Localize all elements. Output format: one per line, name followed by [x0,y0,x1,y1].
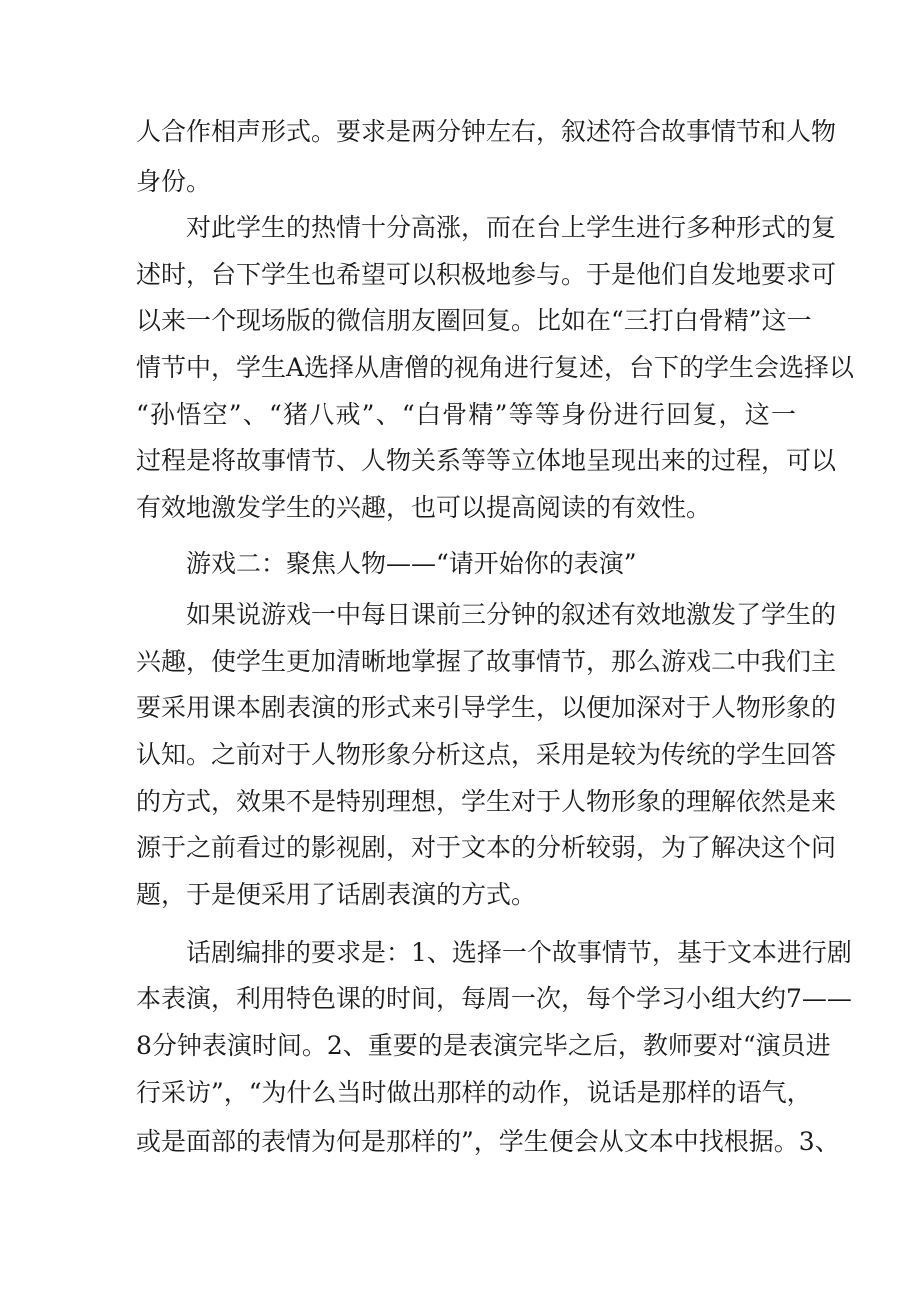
section-heading: 游戏二：聚焦人物——“请开始你的表演” [186,549,637,578]
text-line-15: 的方式，效果不是特别理想，学生对于人物形象的理解依然是来 [136,787,837,816]
text-line-6: 情节中，学生A选择从唐僧的视角进行复述，台下的学生会选择以 [136,353,855,382]
text-line-21: 行采访”，“为什么当时做出那样的动作，说话是那样的语气， [136,1078,812,1107]
text-line-8: 过程是将故事情节、人物关系等等立体地呈现出来的过程，可以 [136,446,837,475]
text-line-22: 或是面部的表情为何是那样的”，学生便会从文本中找根据。3、 [136,1127,840,1156]
text-line-7: “孙悟空”、“猪八戒”、“白骨精”等等身份进行回复，这一 [136,400,796,429]
text-line-2: 身份。 [136,167,212,196]
text-line-9: 有效地激发学生的兴趣，也可以提高阅读的有效性。 [136,493,712,522]
text-line-11: 如果说游戏一中每日课前三分钟的叙述有效地激发了学生的 [186,600,837,629]
text-line-4: 述时，台下学生也希望可以积极地参与。于是他们自发地要求可 [136,260,837,289]
text-line-3: 对此学生的热情十分高涨，而在台上学生进行多种形式的复 [186,213,837,242]
text-line-13: 要采用课本剧表演的形式来引导学生，以便加深对于人物形象的 [136,693,837,722]
text-line-14: 认知。之前对于人物形象分析这点，采用是较为传统的学生回答 [136,740,837,769]
text-line-5: 以来一个现场版的微信朋友圈回复。比如在“三打白骨精”这一 [136,306,812,335]
text-line-16: 源于之前看过的影视剧，对于文本的分析较弱，为了解决这个问 [136,833,837,862]
text-line-1: 人合作相声形式。要求是两分钟左右，叙述符合故事情节和人物 [136,117,837,146]
text-line-12: 兴趣，使学生更加清晰地掌握了故事情节，那么游戏二中我们主 [136,647,837,676]
text-line-19: 本表演，利用特色课的时间，每周一次，每个学习小组大约7—— [136,984,852,1013]
text-line-20: 8分钟表演时间。2、重要的是表演完毕之后，教师要对“演员进 [136,1031,831,1060]
text-line-17: 题，于是便采用了话剧表演的方式。 [136,880,537,909]
text-line-18: 话剧编排的要求是：1、选择一个故事情节，基于文本进行剧 [186,938,852,967]
